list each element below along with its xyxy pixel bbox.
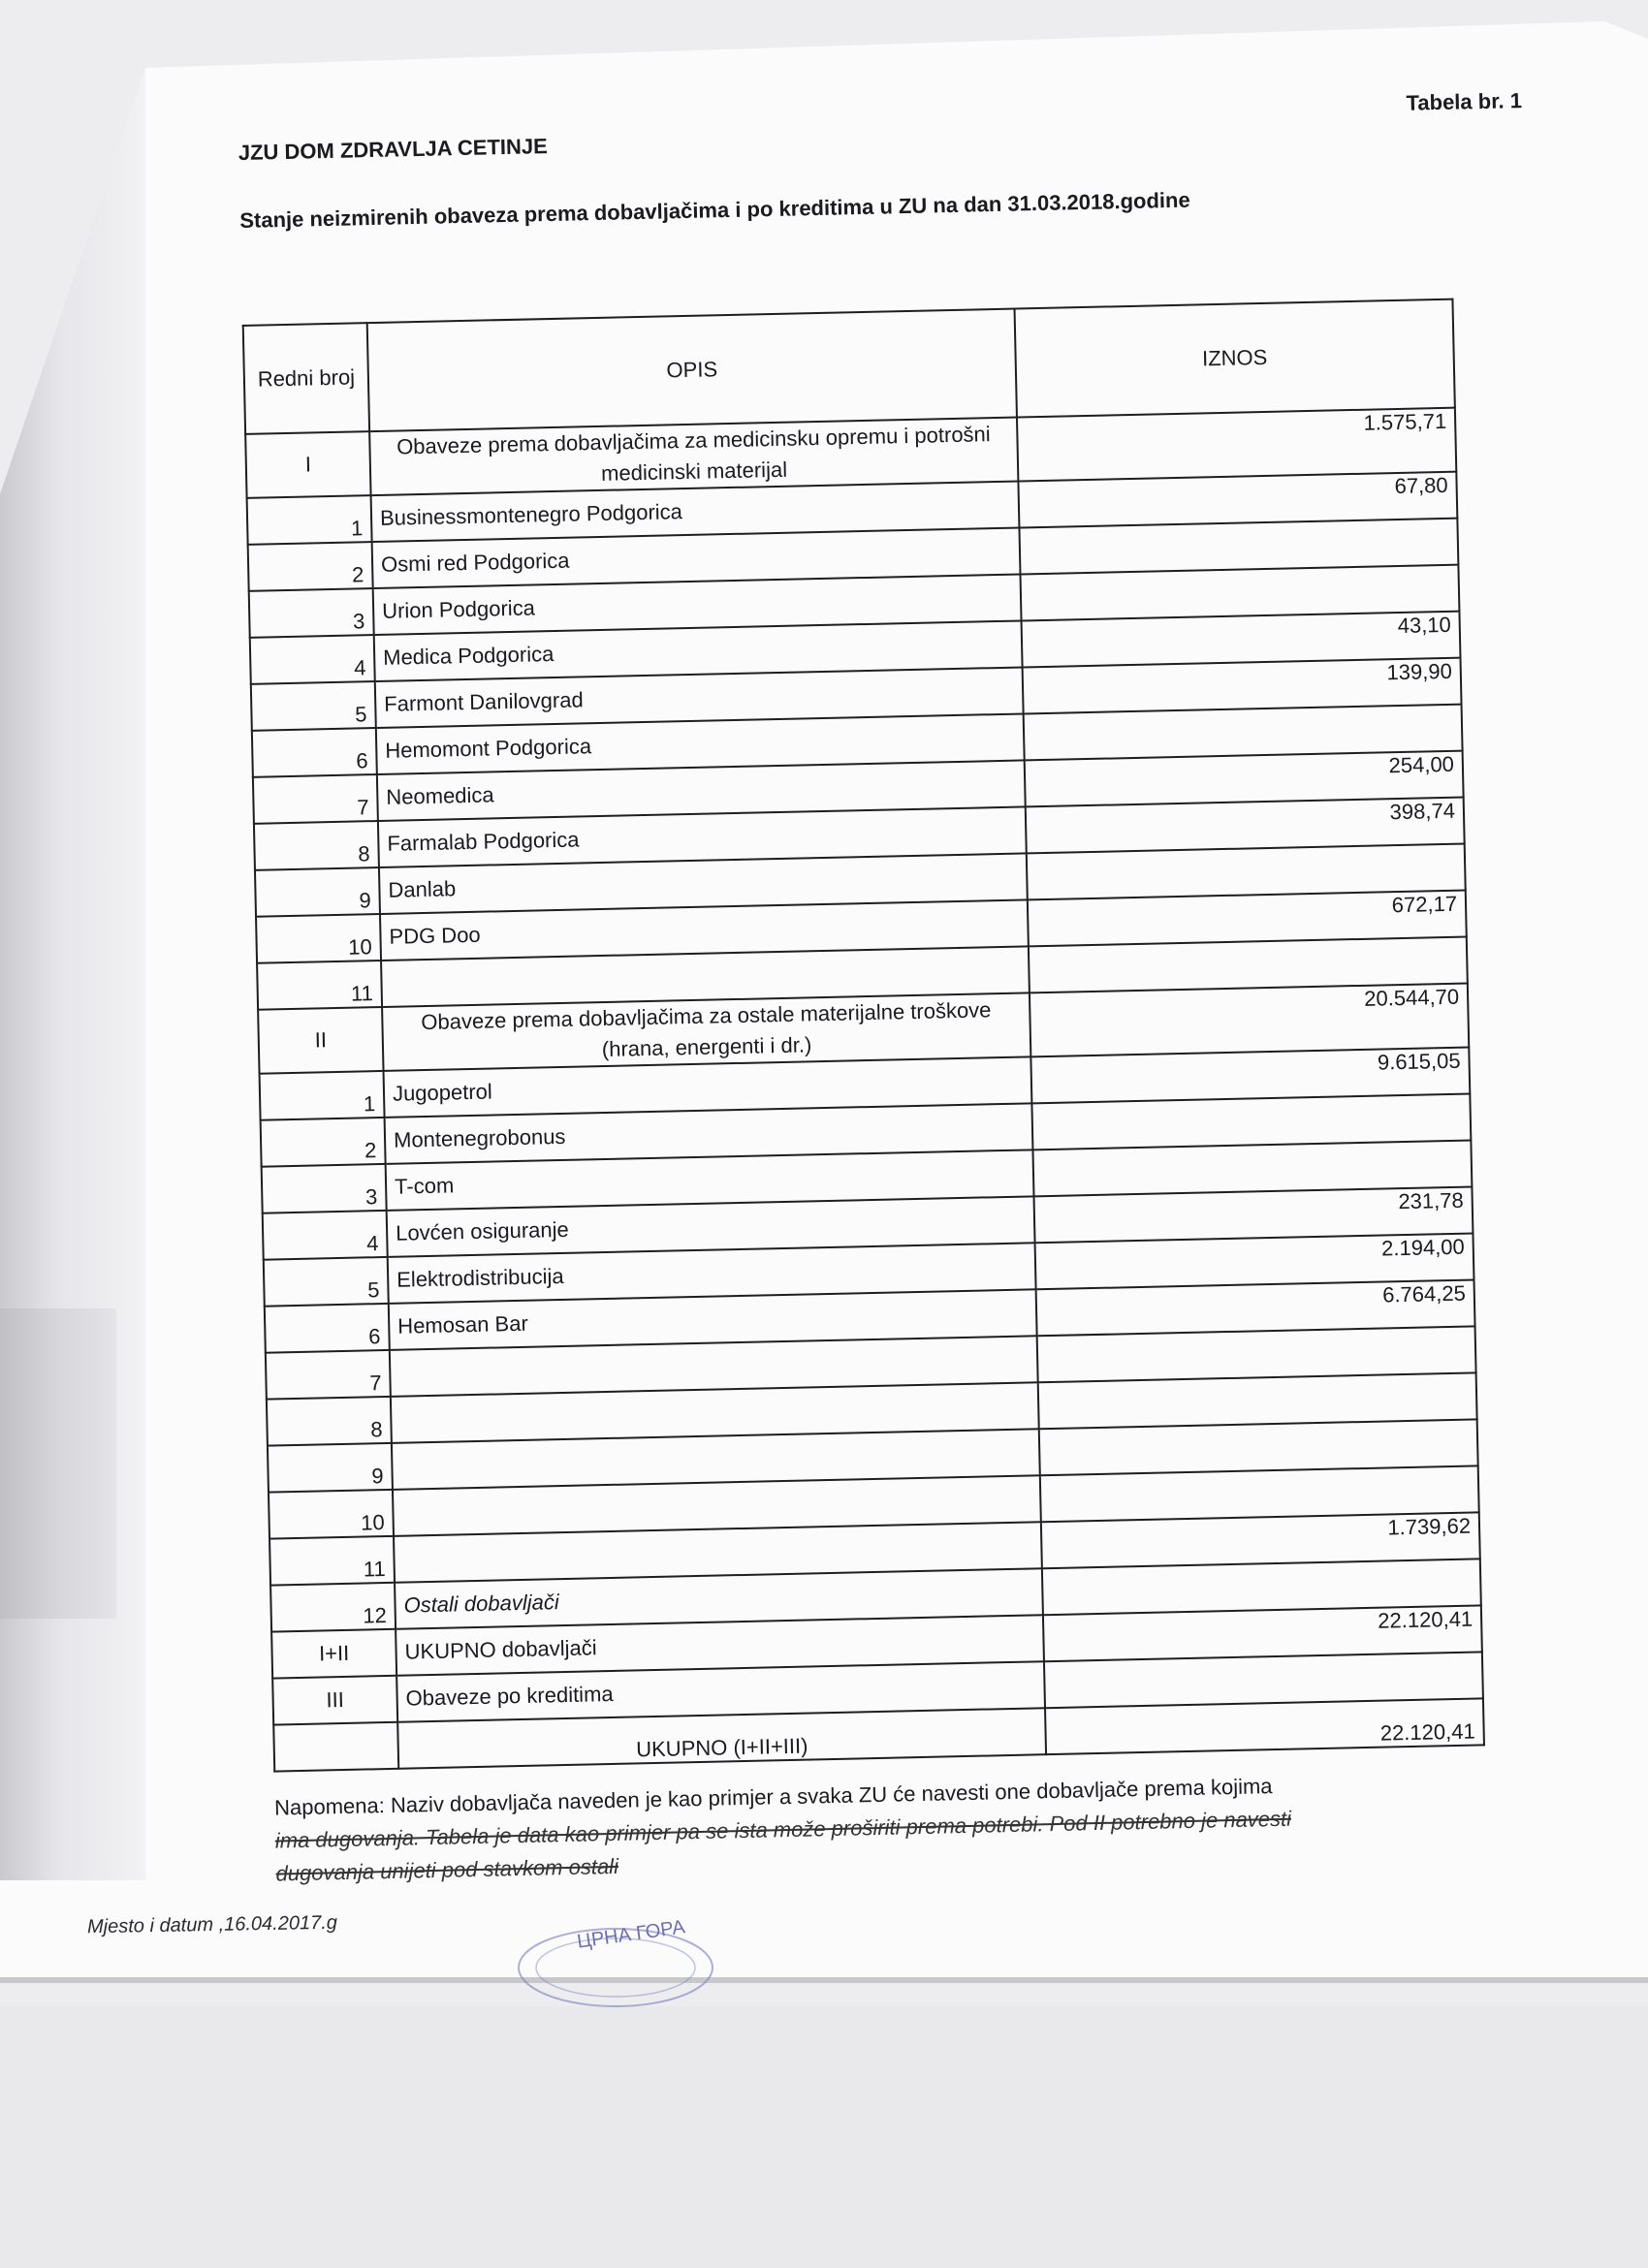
- document-title: Stanje neizmirenih obaveza prema dobavljačima i po kreditima u ZU na dan 31.03.2018.godine: [239, 187, 1190, 233]
- row-amount: 6.764,25: [1036, 1279, 1475, 1336]
- row-amount: 1.739,62: [1041, 1512, 1480, 1568]
- col-header-amount: IZNOS: [1015, 299, 1455, 418]
- note-line-2: ima dugovanja. Tabela je data kao primjer pa se ista može proširiti prema potrebi. Pod II potrebno je navesti: [274, 1806, 1292, 1853]
- row-name: Jugopetrol: [384, 1056, 1032, 1118]
- row-no: 3: [249, 588, 374, 638]
- row-no: 2: [248, 542, 373, 591]
- row-amount: 67,80: [1018, 472, 1457, 528]
- row-amount: 398,74: [1026, 798, 1465, 854]
- row-name: Osmi red Podgorica: [372, 528, 1021, 589]
- row-no: 5: [264, 1257, 389, 1307]
- row-name: Urion Podgorica: [373, 574, 1022, 635]
- section-no: I: [245, 431, 370, 498]
- row-no: 6: [252, 728, 377, 777]
- row-name: Elektrodistribucija: [388, 1243, 1036, 1304]
- row-no: 7: [253, 774, 378, 824]
- row-name: Ostali dobavljači: [395, 1568, 1043, 1629]
- row-no: 1: [260, 1071, 385, 1120]
- table-number: Tabela br. 1: [1406, 88, 1523, 115]
- page-edge-shadow: [0, 1977, 1648, 1983]
- row-no: 8: [267, 1397, 392, 1446]
- row-name: Farmont Danilovgrad: [375, 667, 1024, 728]
- sum-row-label: UKUPNO dobavljači: [396, 1615, 1044, 1676]
- credit-row-no: III: [272, 1676, 397, 1725]
- row-no: 7: [266, 1350, 391, 1400]
- table-body: [245, 408, 1484, 1772]
- row-name: Medica Podgorica: [374, 620, 1023, 681]
- row-amount: 254,00: [1025, 751, 1464, 807]
- row-no: 4: [263, 1211, 388, 1260]
- row-no: 3: [262, 1164, 387, 1213]
- sum-row-no: I+II: [271, 1629, 396, 1679]
- row-name: Businessmontenegro Podgorica: [371, 482, 1020, 543]
- org-name: JZU DOM ZDRAVLJA CETINJE: [238, 134, 549, 165]
- col-header-desc: OPIS: [367, 309, 1017, 432]
- scan-shadow: [0, 1308, 116, 1619]
- row-name: PDG Doo: [380, 899, 1029, 961]
- row-name: Hemosan Bar: [389, 1289, 1037, 1350]
- row-name: Hemomont Podgorica: [376, 713, 1025, 774]
- row-name: Neomedica: [377, 760, 1026, 821]
- row-no: 1: [247, 495, 372, 545]
- note-line-3: dugovanja unijeti pod stavkom ostali: [275, 1853, 619, 1886]
- document-header: [238, 88, 1525, 271]
- credit-row-label: Obaveze po kreditima: [396, 1661, 1045, 1722]
- row-no: 10: [256, 914, 381, 963]
- row-no: 4: [250, 635, 375, 684]
- row-amount: 672,17: [1028, 891, 1467, 947]
- row-name: Lovćen osiguranje: [387, 1196, 1035, 1257]
- section-label: Obaveze prema dobavljačima za medicinsku opremu i potrošni medicinski materijal: [369, 418, 1018, 496]
- document-content: [238, 88, 1561, 1890]
- sum-row-amount: 22.120,41: [1043, 1605, 1482, 1661]
- row-no: 8: [254, 821, 379, 870]
- row-amount: 139,90: [1023, 658, 1462, 714]
- grand-total-label: UKUPNO (I+II+III): [397, 1708, 1046, 1769]
- row-no: 6: [265, 1304, 390, 1353]
- row-name: Montenegrobonus: [385, 1103, 1033, 1164]
- row-amount: 2.194,00: [1035, 1233, 1474, 1289]
- row-no: 10: [269, 1490, 394, 1539]
- row-no: 9: [255, 867, 380, 917]
- row-name: T-com: [386, 1150, 1034, 1211]
- obligations-table: [242, 299, 1485, 1773]
- row-amount: 9.615,05: [1030, 1048, 1470, 1104]
- row-no: 2: [261, 1118, 386, 1167]
- note-line-1: Napomena: Naziv dobavljača naveden je kao primjer a svaka ZU će navesti one dobavljače prema kojima: [273, 1774, 1273, 1820]
- grand-total-blank: [273, 1722, 398, 1772]
- row-name: Danlab: [379, 853, 1028, 914]
- row-amount: 231,78: [1034, 1186, 1474, 1243]
- row-no: 11: [257, 961, 382, 1010]
- section-total: 1.575,71: [1017, 408, 1456, 482]
- row-no: 9: [268, 1443, 393, 1493]
- row-no: 12: [270, 1583, 396, 1632]
- row-no: 11: [269, 1536, 395, 1586]
- row-amount: 43,10: [1022, 612, 1461, 668]
- stamp-text: ЦРНА ГОРА: [575, 1916, 687, 1953]
- row-name: Farmalab Podgorica: [378, 806, 1027, 867]
- section-no: II: [258, 1007, 383, 1074]
- grand-total-amount: 22.120,41: [1045, 1698, 1484, 1754]
- row-no: 5: [251, 681, 376, 731]
- col-header-no: Redni broj: [243, 323, 369, 434]
- section-label: Obaveze prema dobavljačima za ostale materijalne troškove (hrana, energenti i dr.): [382, 992, 1030, 1071]
- section-total: 20.544,70: [1030, 984, 1469, 1057]
- place-date: Mjesto i datum ,16.04.2017.g: [86, 1911, 338, 1938]
